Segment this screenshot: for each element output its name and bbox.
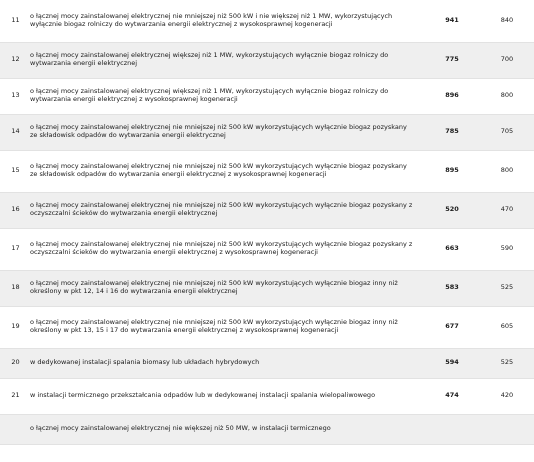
- table-row: [0, 192, 534, 228]
- row-value-secondary: 840: [480, 0, 534, 42]
- table-row: [0, 78, 534, 114]
- row-value-primary: 941: [424, 0, 480, 42]
- table-row: [0, 378, 534, 414]
- row-value-secondary: 420: [480, 378, 534, 414]
- row-value-secondary: 525: [480, 270, 534, 306]
- row-description: o łącznej mocy zainstalowanej elektrycznej nie mniejszej niż 500 kW wykorzystujących wyłącznie biogaz pozyskany z oczyszczalni ścieków do wytwarzania energii elektrycznej: [26, 192, 424, 228]
- row-number: 16: [0, 192, 26, 228]
- table-row: [0, 270, 534, 306]
- row-value-primary: [424, 414, 480, 444]
- row-description: o łącznej mocy zainstalowanej elektrycznej nie większej niż 50 MW, w instalacji termicznego: [26, 414, 424, 444]
- row-description: w dedykowanej instalacji spalania biomasy lub układach hybrydowych: [26, 348, 424, 378]
- row-description: o łącznej mocy zainstalowanej elektrycznej nie mniejszej niż 500 kW wykorzystujących wyłącznie biogaz pozyskany ze składowisk odpadów do wytwarzania energii elektrycznej z wysokosprawnej kogeneracji: [26, 150, 424, 192]
- row-value-secondary: 590: [480, 228, 534, 270]
- row-value-secondary: 700: [480, 42, 534, 78]
- table-row: [0, 150, 534, 192]
- row-value-primary: 677: [424, 306, 480, 348]
- row-value-secondary: 470: [480, 192, 534, 228]
- row-value-primary: 895: [424, 150, 480, 192]
- row-number: 21: [0, 378, 26, 414]
- table-row: [0, 42, 534, 78]
- row-value-primary: 896: [424, 78, 480, 114]
- table-row: [0, 306, 534, 348]
- row-value-primary: 474: [424, 378, 480, 414]
- row-number: 14: [0, 114, 26, 150]
- row-number: 20: [0, 348, 26, 378]
- row-value-secondary: 705: [480, 114, 534, 150]
- row-value-secondary: 605: [480, 306, 534, 348]
- row-value-secondary: [480, 414, 534, 444]
- row-number: 18: [0, 270, 26, 306]
- row-value-primary: 583: [424, 270, 480, 306]
- row-value-primary: 785: [424, 114, 480, 150]
- row-value-primary: 520: [424, 192, 480, 228]
- row-number: 19: [0, 306, 26, 348]
- row-value-primary: 775: [424, 42, 480, 78]
- row-number: 13: [0, 78, 26, 114]
- table-row: [0, 228, 534, 270]
- row-number: 15: [0, 150, 26, 192]
- row-description: o łącznej mocy zainstalowanej elektrycznej nie mniejszej niż 500 kW wykorzystujących wyłącznie biogaz pozyskany z oczyszczalni ścieków do wytwarzania energii elektrycznej z wysokosprawnej kogeneracji: [26, 228, 424, 270]
- row-description: o łącznej mocy zainstalowanej elektrycznej większej niż 1 MW, wykorzystujących wyłącznie biogaz rolniczy do wytwarzania energii elektrycznej z wysokosprawnej kogeneracji: [26, 78, 424, 114]
- row-number: 12: [0, 42, 26, 78]
- row-description: o łącznej mocy zainstalowanej elektrycznej nie mniejszej niż 500 kW wykorzystujących wyłącznie biogaz pozyskany ze składowisk odpadów do wytwarzania energii elektrycznej: [26, 114, 424, 150]
- row-description: o łącznej mocy zainstalowanej elektrycznej nie mniejszej niż 500 kW i nie większej niż 1 MW, wykorzystujących wyłącznie biogaz rolniczy do wytwarzania energii elektrycznej z wysokosprawnej kogeneracji: [26, 0, 424, 42]
- row-description: w instalacji termicznego przekształcania odpadów lub w dedykowanej instalacji spalania wielopaliwowego: [26, 378, 424, 414]
- table-row: [0, 0, 534, 42]
- row-value-primary: 663: [424, 228, 480, 270]
- row-description: o łącznej mocy zainstalowanej elektrycznej większej niż 1 MW, wykorzystujących wyłącznie biogaz rolniczy do wytwarzania energii elektrycznej: [26, 42, 424, 78]
- row-description: o łącznej mocy zainstalowanej elektrycznej nie mniejszej niż 500 kW wykorzystujących wyłącznie biogaz inny niż określony w pkt 12, 14 i 16 do wytwarzania energii elektrycznej: [26, 270, 424, 306]
- table-row: [0, 414, 534, 444]
- row-number: 17: [0, 228, 26, 270]
- row-description: o łącznej mocy zainstalowanej elektrycznej nie mniejszej niż 500 kW wykorzystujących wyłącznie biogaz inny niż określony w pkt 13, 15 i 17 do wytwarzania energii elektrycznej z wysokosprawnej kogeneracji: [26, 306, 424, 348]
- row-number: 11: [0, 0, 26, 42]
- row-value-secondary: 525: [480, 348, 534, 378]
- row-value-secondary: 800: [480, 150, 534, 192]
- table-row: [0, 348, 534, 378]
- row-value-primary: 594: [424, 348, 480, 378]
- table-row: [0, 114, 534, 150]
- row-number: [0, 414, 26, 444]
- row-value-secondary: 800: [480, 78, 534, 114]
